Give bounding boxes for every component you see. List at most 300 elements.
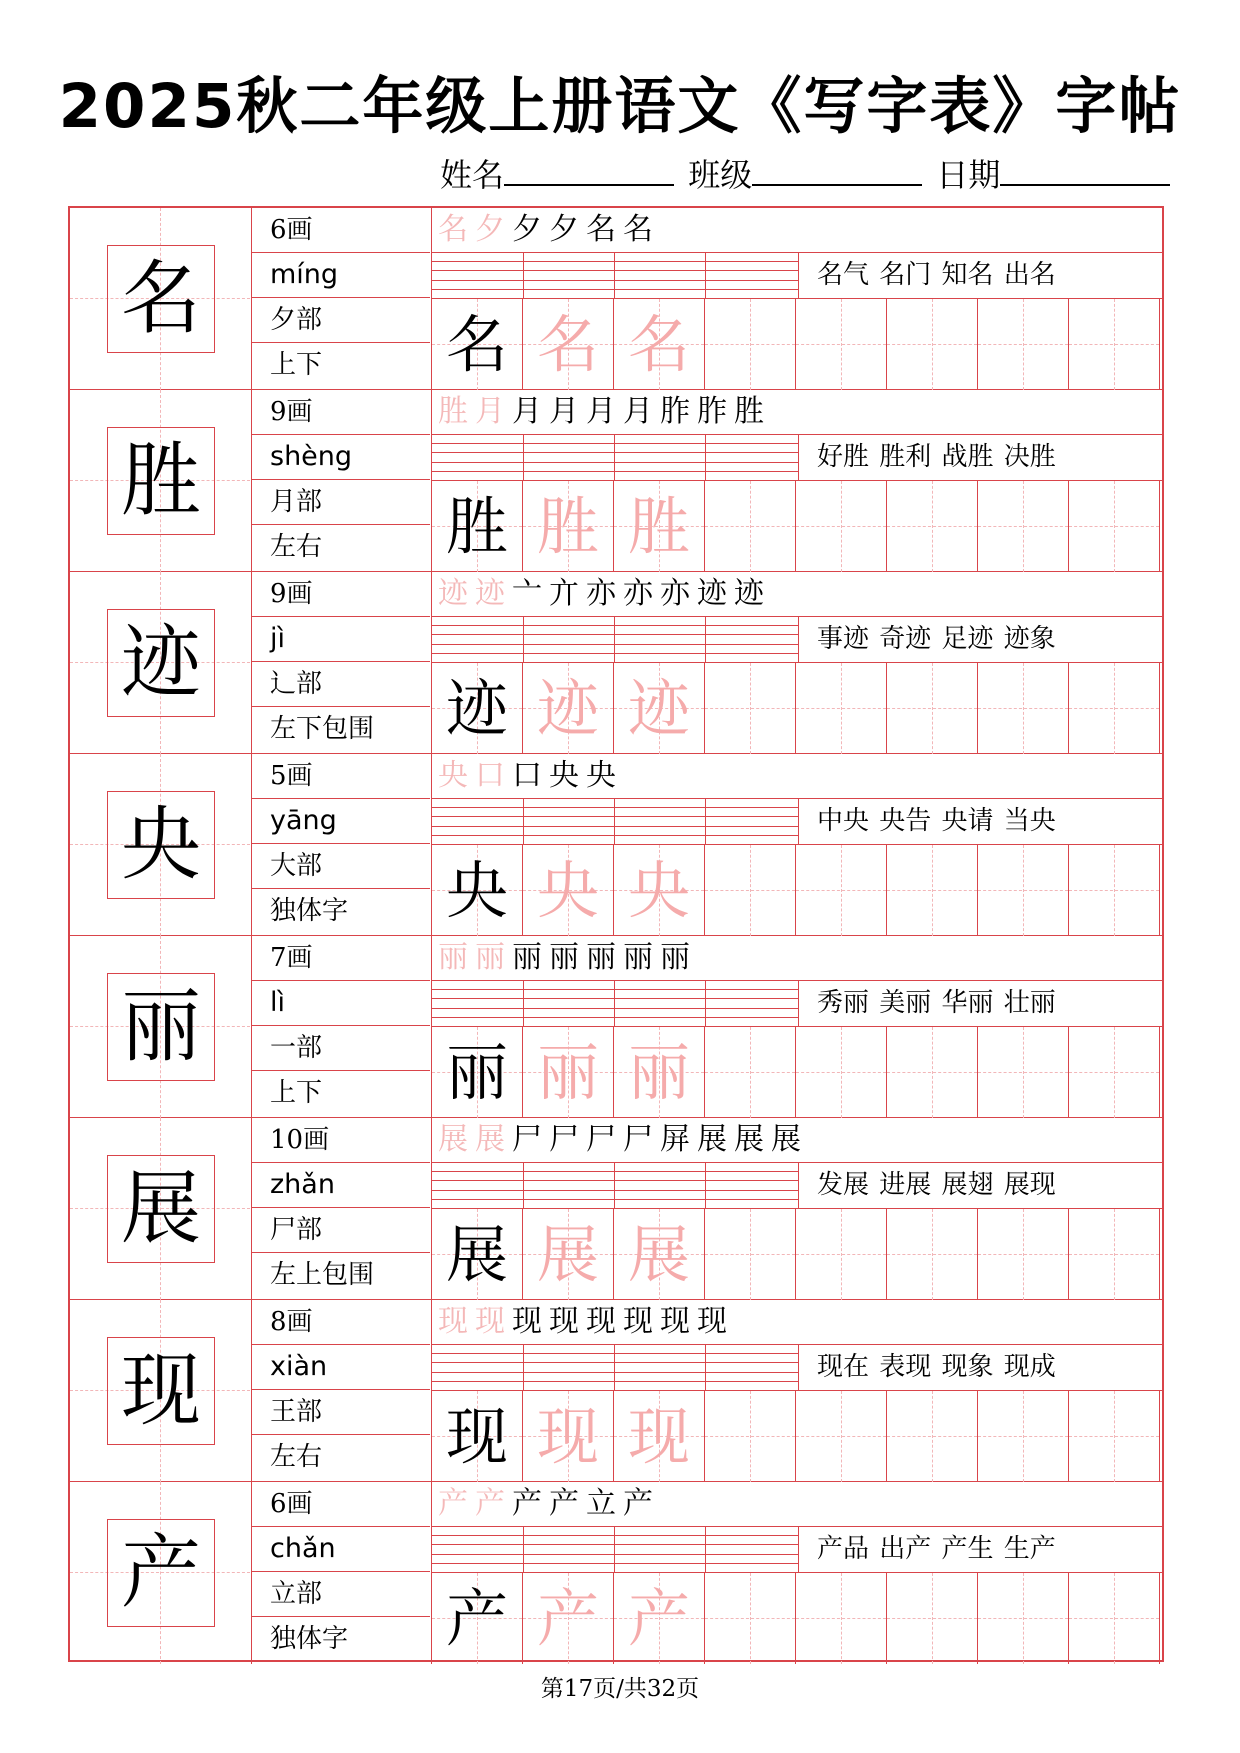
stroke-step: 央 [586, 758, 616, 793]
pinyin-line [432, 644, 798, 645]
trace-character: 展 [536, 1218, 599, 1291]
trace-character: 产 [627, 1582, 690, 1655]
structure: 左上包围 [270, 1260, 375, 1290]
stroke-step: 尸 [586, 1122, 616, 1157]
example-words: 现在 表现 现象 现成 [798, 1345, 1162, 1391]
guide-line [932, 1027, 933, 1118]
pinyin-line [432, 1353, 798, 1354]
practice-cell[interactable] [978, 1573, 1069, 1664]
practice-cell[interactable] [523, 299, 614, 390]
pinyin-line [432, 625, 798, 626]
stroke-step: 屏 [660, 1122, 690, 1157]
stroke-step: 展 [697, 1122, 727, 1157]
practice-cell[interactable] [1069, 1209, 1160, 1300]
practice-cell[interactable] [1069, 845, 1160, 936]
practice-cell[interactable] [887, 1391, 978, 1482]
model-character: 丽 [445, 1036, 508, 1109]
stroke-count: 8画 [252, 1300, 430, 1345]
trace-character: 名 [536, 308, 599, 381]
stroke-step: 月 [512, 394, 542, 429]
trace-character: 现 [627, 1400, 690, 1473]
stroke-order [432, 754, 1162, 799]
stroke-step: 迹 [734, 576, 764, 611]
stroke-step: 产 [549, 1486, 579, 1521]
practice-cell[interactable] [432, 845, 523, 936]
trace-character: 产 [536, 1582, 599, 1655]
big-character: 展 [107, 1155, 215, 1263]
trace-character: 央 [627, 854, 690, 927]
stroke-step: 丽 [586, 940, 616, 975]
practice-cell[interactable] [432, 1209, 523, 1300]
trace-character: 胜 [536, 490, 599, 563]
practice-grid [432, 481, 1162, 572]
practice-cell[interactable] [796, 299, 887, 390]
pinyin-divider [523, 981, 524, 1027]
guide-line [841, 1573, 842, 1664]
pinyin: yāng [252, 799, 430, 844]
practice-cell[interactable] [523, 1391, 614, 1482]
practice-cell[interactable] [614, 663, 705, 754]
practice-cell[interactable] [796, 1209, 887, 1300]
pinyin-line [432, 280, 798, 281]
stroke-step: 夕 [549, 212, 579, 247]
guide-line [841, 1209, 842, 1300]
name-blank[interactable] [504, 156, 674, 186]
guide-line [1114, 1391, 1115, 1482]
pinyin-divider [705, 981, 706, 1027]
practice-grid [432, 1573, 1162, 1664]
stroke-step: 现 [549, 1304, 579, 1339]
practice-cell[interactable] [978, 1391, 1069, 1482]
practice-cell[interactable] [1069, 1391, 1160, 1482]
practice-cell[interactable] [796, 1391, 887, 1482]
guide-line [841, 845, 842, 936]
practice-cell[interactable] [978, 845, 1069, 936]
practice-cell[interactable] [432, 1027, 523, 1118]
pinyin-line [432, 1199, 798, 1200]
trace-character: 展 [627, 1218, 690, 1291]
big-character: 丽 [107, 973, 215, 1081]
practice-cell[interactable] [796, 1573, 887, 1664]
stroke-step: 胙 [697, 394, 727, 429]
practice-cell[interactable] [796, 663, 887, 754]
example-words: 秀丽 美丽 华丽 壮丽 [798, 981, 1162, 1027]
stroke-step: 月 [623, 394, 653, 429]
pinyin: xiàn [252, 1345, 430, 1390]
stroke-step: 立 [586, 1486, 616, 1521]
trace-character: 丽 [536, 1036, 599, 1109]
pinyin-line [432, 807, 798, 808]
practice-cell[interactable] [887, 1209, 978, 1300]
pinyin-divider [705, 1527, 706, 1573]
stroke-step: 胜 [438, 394, 468, 429]
character-info [252, 936, 432, 1118]
pinyin-line [432, 989, 798, 990]
practice-cell[interactable] [978, 663, 1069, 754]
pinyin-line [432, 261, 798, 262]
name-label: 姓名 [440, 156, 505, 194]
pinyin-line [432, 1008, 798, 1009]
stroke-step: 现 [512, 1304, 542, 1339]
practice-cell[interactable] [614, 481, 705, 572]
big-character-cell [70, 754, 252, 936]
stroke-order [432, 208, 1162, 253]
guide-line [1114, 1209, 1115, 1300]
character-row [70, 208, 1162, 390]
radical: 王部 [252, 1390, 430, 1435]
class-label: 班级 [688, 156, 753, 194]
stroke-step: 月 [586, 394, 616, 429]
character-info [252, 390, 432, 572]
stroke-step: 现 [697, 1304, 727, 1339]
pinyin-line [432, 634, 798, 635]
student-info-line [440, 150, 1174, 196]
pinyin-writing-lines [432, 1527, 798, 1573]
stroke-step: 迹 [438, 576, 468, 611]
pinyin-line [432, 998, 798, 999]
pinyin-divider [523, 1527, 524, 1573]
pinyin-line [432, 471, 798, 472]
stroke-step: 亦 [660, 576, 690, 611]
practice-cell[interactable] [523, 663, 614, 754]
stroke-step: 迹 [475, 576, 505, 611]
pinyin-divider [705, 799, 706, 845]
practice-cell[interactable] [978, 1027, 1069, 1118]
stroke-step: 产 [512, 1486, 542, 1521]
guide-line [932, 845, 933, 936]
practice-cell[interactable] [523, 1573, 614, 1664]
big-character-cell [70, 1482, 252, 1664]
practice-grid [432, 299, 1162, 390]
practice-cell[interactable] [978, 481, 1069, 572]
model-character: 名 [445, 308, 508, 381]
practice-cell[interactable] [1069, 1573, 1160, 1664]
stroke-step: 尸 [549, 1122, 579, 1157]
pinyin-divider [523, 1163, 524, 1209]
practice-cell[interactable] [523, 1209, 614, 1300]
page-footer: 第17页/共32页 [540, 1676, 700, 1702]
trace-character: 现 [536, 1400, 599, 1473]
pinyin-line [432, 443, 798, 444]
trace-character: 丽 [627, 1036, 690, 1109]
trace-character: 胜 [627, 490, 690, 563]
trace-character: 名 [627, 308, 690, 381]
class-blank[interactable] [752, 156, 922, 186]
practice-cell[interactable] [978, 1209, 1069, 1300]
pinyin: lì [252, 981, 430, 1026]
big-character-cell [70, 1300, 252, 1482]
practice-cell[interactable] [887, 481, 978, 572]
example-words: 中央 央告 央请 当央 [798, 799, 1162, 845]
example-words: 名气 名门 知名 出名 [798, 253, 1162, 299]
practice-cell[interactable] [614, 1573, 705, 1664]
practice-cell[interactable] [432, 1391, 523, 1482]
practice-cell[interactable] [614, 1391, 705, 1482]
practice-cell[interactable] [1069, 1027, 1160, 1118]
pinyin-line [432, 1190, 798, 1191]
pinyin: shèng [252, 435, 430, 480]
guide-line [841, 663, 842, 754]
stroke-order [432, 1118, 1162, 1163]
guide-line [1114, 1027, 1115, 1118]
practice-cell[interactable] [1069, 299, 1160, 390]
guide-line [841, 481, 842, 572]
guide-line [1114, 481, 1115, 572]
structure: 独体字 [270, 896, 349, 926]
stroke-step: 口 [475, 758, 505, 793]
practice-cell[interactable] [523, 1027, 614, 1118]
practice-cell[interactable] [614, 299, 705, 390]
pinyin-divider [705, 617, 706, 663]
pinyin-divider [523, 617, 524, 663]
structure: 左下包围 [270, 714, 375, 744]
practice-cell[interactable] [887, 845, 978, 936]
practice-cell[interactable] [1069, 481, 1160, 572]
stroke-step: 胙 [660, 394, 690, 429]
structure: 上下 [270, 350, 323, 380]
stroke-step: 夕 [512, 212, 542, 247]
stroke-step: 丽 [549, 940, 579, 975]
stroke-step: 丽 [512, 940, 542, 975]
character-row [70, 936, 1162, 1118]
guide-line [1023, 845, 1024, 936]
model-character: 产 [445, 1582, 508, 1655]
pinyin-divider [614, 253, 615, 299]
radical: 立部 [252, 1572, 430, 1617]
guide-line [750, 1027, 751, 1118]
practice-cell[interactable] [887, 299, 978, 390]
stroke-step: 产 [475, 1486, 505, 1521]
guide-line [841, 1027, 842, 1118]
pinyin-divider [614, 1527, 615, 1573]
big-character: 迹 [107, 609, 215, 717]
structure: 独体字 [270, 1624, 349, 1654]
example-words: 好胜 胜利 战胜 决胜 [798, 435, 1162, 481]
guide-line [750, 299, 751, 390]
stroke-step: 亦 [623, 576, 653, 611]
practice-cell[interactable] [796, 1027, 887, 1118]
practice-cell[interactable] [705, 1027, 796, 1118]
guide-line [841, 1391, 842, 1482]
stroke-step: 现 [660, 1304, 690, 1339]
model-character: 迹 [445, 672, 508, 745]
practice-cell[interactable] [1069, 663, 1160, 754]
practice-cell[interactable] [432, 299, 523, 390]
guide-line [1023, 1573, 1024, 1664]
big-character-cell [70, 390, 252, 572]
stroke-step: 展 [734, 1122, 764, 1157]
stroke-step: 现 [586, 1304, 616, 1339]
model-character: 展 [445, 1218, 508, 1291]
practice-cell[interactable] [978, 299, 1069, 390]
radical: 尸部 [252, 1208, 430, 1253]
trace-character: 迹 [627, 672, 690, 745]
pinyin-writing-lines [432, 435, 798, 481]
stroke-step: 展 [771, 1122, 801, 1157]
stroke-count: 9画 [252, 390, 430, 435]
stroke-order [432, 1482, 1162, 1527]
guide-line [1023, 299, 1024, 390]
stroke-step: 央 [549, 758, 579, 793]
guide-line [932, 1209, 933, 1300]
practice-cell[interactable] [705, 1391, 796, 1482]
practice-cell[interactable] [705, 845, 796, 936]
pinyin-line [432, 462, 798, 463]
stroke-count: 9画 [252, 572, 430, 617]
practice-cell[interactable] [705, 663, 796, 754]
stroke-step: 亣 [549, 576, 579, 611]
pinyin-divider [523, 799, 524, 845]
guide-line [750, 663, 751, 754]
guide-line [932, 1573, 933, 1664]
character-info [252, 1118, 432, 1300]
pinyin-writing-lines [432, 1345, 798, 1391]
practice-cell[interactable] [432, 663, 523, 754]
character-row [70, 572, 1162, 754]
big-character: 现 [107, 1337, 215, 1445]
stroke-step: 产 [438, 1486, 468, 1521]
practice-cell[interactable] [614, 1027, 705, 1118]
practice-cell[interactable] [432, 481, 523, 572]
trace-character: 迹 [536, 672, 599, 745]
practice-grid [432, 1391, 1162, 1482]
pinyin-divider [614, 799, 615, 845]
pinyin-divider [523, 435, 524, 481]
stroke-step: 夕 [475, 212, 505, 247]
practice-cell[interactable] [614, 1209, 705, 1300]
practice-grid [432, 663, 1162, 754]
guide-line [1114, 1573, 1115, 1664]
example-words: 产品 出产 产生 生产 [798, 1527, 1162, 1573]
stroke-order [432, 572, 1162, 617]
big-character-cell [70, 936, 252, 1118]
big-character: 名 [107, 245, 215, 353]
stroke-step: 央 [438, 758, 468, 793]
big-character-cell [70, 1118, 252, 1300]
example-words: 发展 进展 展翅 展现 [798, 1163, 1162, 1209]
practice-grid [432, 1027, 1162, 1118]
practice-cell[interactable] [796, 481, 887, 572]
pinyin-line [432, 653, 798, 654]
pinyin-divider [705, 435, 706, 481]
practice-grid [432, 845, 1162, 936]
guide-line [1114, 299, 1115, 390]
big-character: 产 [107, 1519, 215, 1627]
guide-line [932, 1391, 933, 1482]
date-blank[interactable] [1000, 156, 1170, 186]
practice-cell[interactable] [523, 845, 614, 936]
pinyin-line [432, 452, 798, 453]
pinyin-divider [523, 1345, 524, 1391]
practice-cell[interactable] [887, 1027, 978, 1118]
practice-cell[interactable] [705, 1209, 796, 1300]
stroke-order [432, 390, 1162, 435]
character-info [252, 208, 432, 390]
guide-line [1023, 1391, 1024, 1482]
pinyin-writing-lines [432, 1163, 798, 1209]
model-character: 胜 [445, 490, 508, 563]
pinyin-divider [614, 1163, 615, 1209]
pinyin-line [432, 1180, 798, 1181]
stroke-step: 胜 [734, 394, 764, 429]
guide-line [1023, 481, 1024, 572]
stroke-count: 6画 [252, 1482, 430, 1527]
stroke-step: 丽 [438, 940, 468, 975]
stroke-step: 展 [438, 1122, 468, 1157]
guide-line [1023, 1209, 1024, 1300]
pinyin: chǎn [252, 1527, 430, 1572]
stroke-step: 名 [586, 212, 616, 247]
stroke-step: 月 [475, 394, 505, 429]
practice-cell[interactable] [614, 845, 705, 936]
practice-cell[interactable] [887, 1573, 978, 1664]
stroke-count: 6画 [252, 208, 430, 253]
pinyin-divider [523, 253, 524, 299]
practice-cell[interactable] [705, 1573, 796, 1664]
pinyin-divider [614, 981, 615, 1027]
stroke-step: 亠 [512, 576, 542, 611]
character-row [70, 754, 1162, 936]
character-info [252, 572, 432, 754]
model-character: 现 [445, 1400, 508, 1473]
character-row [70, 1300, 1162, 1482]
stroke-step: 尸 [623, 1122, 653, 1157]
practice-cell[interactable] [432, 1573, 523, 1664]
stroke-count: 7画 [252, 936, 430, 981]
character-info [252, 1482, 432, 1664]
pinyin-line [432, 1372, 798, 1373]
stroke-step: 展 [475, 1122, 505, 1157]
pinyin-writing-lines [432, 617, 798, 663]
stroke-step: 现 [475, 1304, 505, 1339]
big-character: 胜 [107, 427, 215, 535]
pinyin-line [432, 289, 798, 290]
pinyin: zhǎn [252, 1163, 430, 1208]
guide-line [1114, 663, 1115, 754]
stroke-step: 口 [512, 758, 542, 793]
pinyin-line [432, 816, 798, 817]
character-info [252, 1300, 432, 1482]
radical: 月部 [252, 480, 430, 525]
pinyin-line [432, 1017, 798, 1018]
pinyin-line [432, 1362, 798, 1363]
guide-line [932, 481, 933, 572]
practice-cell[interactable] [523, 481, 614, 572]
practice-cell[interactable] [705, 481, 796, 572]
pinyin-line [432, 835, 798, 836]
guide-line [750, 1391, 751, 1482]
model-character: 央 [445, 854, 508, 927]
pinyin-line [432, 270, 798, 271]
character-row [70, 1482, 1162, 1664]
stroke-step: 丽 [475, 940, 505, 975]
practice-sheet [68, 206, 1164, 1662]
guide-line [750, 1573, 751, 1664]
guide-line [1114, 845, 1115, 936]
structure: 上下 [270, 1078, 323, 1108]
practice-cell[interactable] [705, 299, 796, 390]
guide-line [932, 299, 933, 390]
pinyin-line [432, 826, 798, 827]
practice-cell[interactable] [887, 663, 978, 754]
practice-cell[interactable] [796, 845, 887, 936]
stroke-order [432, 936, 1162, 981]
pinyin: jì [252, 617, 430, 662]
stroke-count: 10画 [252, 1118, 430, 1163]
stroke-step: 现 [438, 1304, 468, 1339]
date-label: 日期 [936, 156, 1001, 194]
pinyin-divider [705, 253, 706, 299]
